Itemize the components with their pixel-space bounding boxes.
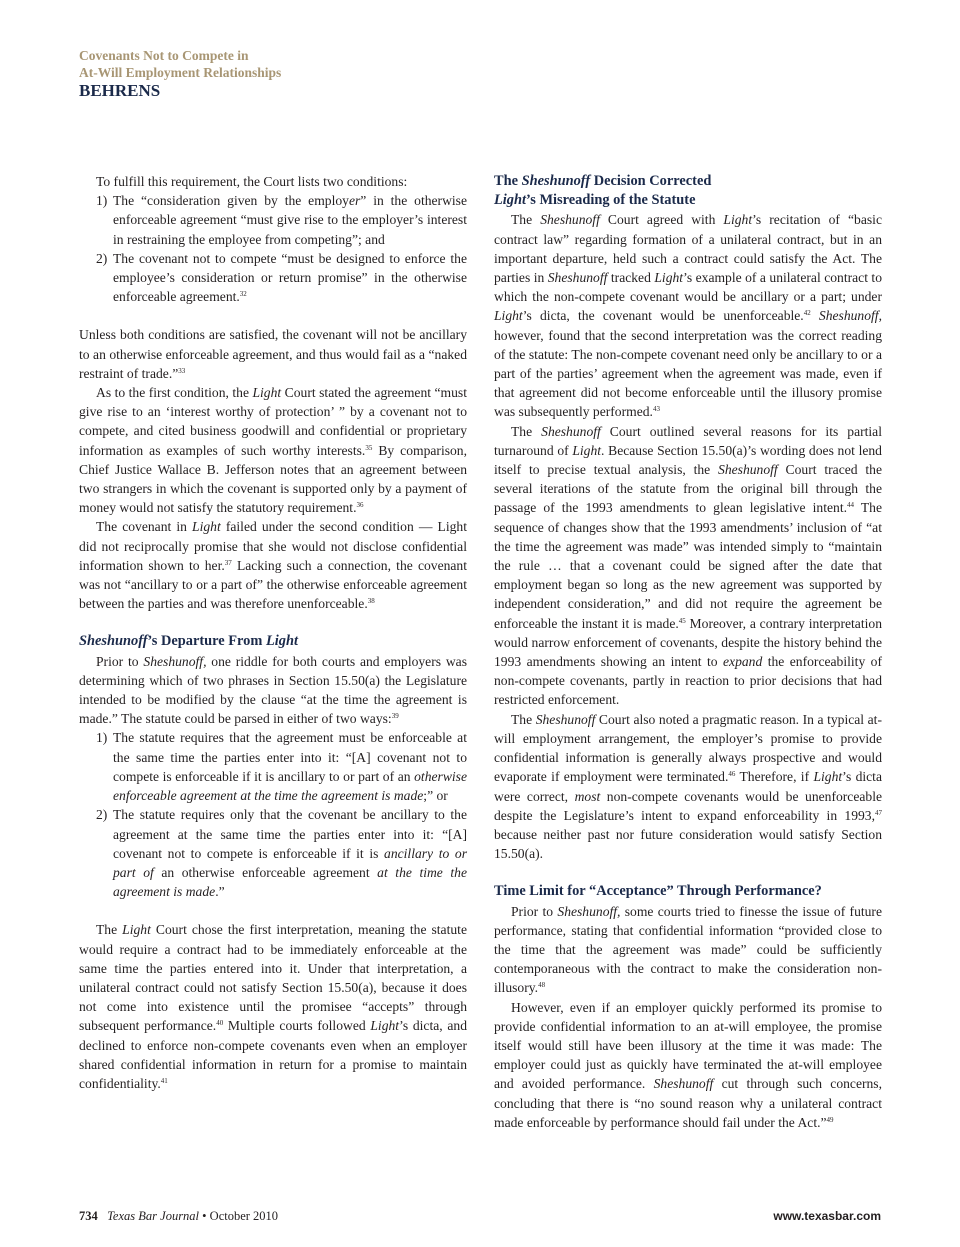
issue-date: October 2010 (209, 1209, 279, 1223)
list-text: The “consideration given by the employer” in the otherwise enforceable agreement “must give rise to the employer’s interest in restraining the employee from competing”; and (113, 193, 467, 247)
footnote-ref: 45 (678, 616, 686, 625)
condition-item-2 (96, 249, 467, 307)
page-footer (79, 1209, 881, 1224)
list-text: The statute requires only that the covenant be ancillary to the agreement at the same time the parties enter into it: “[A] covenant not to compete is enforceable if it is ancillary to or part of an otherwise enforceable agreement at the time the agreement is made.” (113, 807, 467, 900)
paragraph: Prior to Sheshunoff, some courts tried to finesse the issue of future performance, stating that confidential information “provided close to the time that the agreement was made” could be sufficiently contemporaneous with the contract to make the consideration non-illusory.$^{48}$ (494, 903, 882, 996)
paragraph: The covenant in Light failed under the second condition — Light did not reciprocally promise that she would not disclose confidential information shown to her.$^{37}$ Lacking such a connection, the covenant was not “ancillary to or a part of” the otherwise enforceable agreement between the parties and was therefore unenforceable.$^{38}$ (79, 519, 468, 612)
section-heading: The Sheshunoff Decision Corrected Light’s Misreading of the Statute (494, 173, 712, 209)
journal-name: Texas Bar Journal (107, 1209, 200, 1223)
left-column (79, 172, 467, 1093)
list-text: The covenant not to compete “must be designed to enforce the employee’s consideration or return promise” in the otherwise enforceable agreement.$^{32}$ (113, 250, 467, 305)
running-header (79, 47, 281, 99)
footnote-ref: 40 (216, 1019, 224, 1028)
list-number: 1) (96, 730, 108, 746)
section-heading: Time Limit for “Acceptance” Through Performance? (494, 883, 822, 900)
list-number: 2) (96, 807, 108, 823)
footnote-ref: 43 (652, 405, 660, 414)
list-number: 2) (96, 250, 108, 266)
footnote-ref: 33 (178, 366, 186, 375)
paragraph: Prior to Sheshunoff, one riddle for both courts and employers was determining which of two phrases in Section 15.50(a) the Legislature intended to be modified by the clause “at the time the agreement is made.” The statute could be parsed in either of two ways:$^{39}$ (79, 653, 467, 727)
list-text: The statute requires that the agreement must be enforceable at the same time the parties enter into it: “[A] covenant not to compete is enforceable if it is ancillary to or part of an otherwise enforceable agreement at the time the agreement is made;” or (113, 730, 467, 804)
footnote-ref: 46 (728, 770, 736, 779)
footnote-ref: 39 (391, 712, 399, 721)
page-number: 734 (79, 1209, 98, 1223)
header-author: BEHRENS (79, 81, 161, 100)
footnote-ref: 32 (239, 290, 247, 299)
right-column (494, 172, 882, 1132)
paragraph: However, even if an employer quickly performed its promise to provide confidential information to an at-will employee, the promise itself would still have been illusory at the time it was made: The employer could just as quickly have terminated the at-will employee and avoided performance. Sheshunoff cut through such concerns, concluding that there is “no sound reason why a unilateral contract made enforceable by performance should fail under the Act.”$^{49}$ (494, 999, 882, 1130)
list-number: 1) (96, 193, 108, 209)
header-title-line1: Covenants Not to Compete in (79, 48, 249, 63)
interpretation-item-1 (96, 728, 467, 805)
header-title-line2: At-Will Employment Relationships (79, 65, 282, 80)
footer-bullet: • (202, 1209, 207, 1223)
paragraph: The Sheshunoff Court also noted a pragmatic reason. In a typical at-will employment arrangement, the employer’s promise to provide confidential information is generally always prospective and would evaporate if employment were terminated.$^{46}$ Therefore, if Light’s dicta were correct, most non-compete covenants would be unenforceable despite the Legislature’s intent to expand enforceability in 1993,47 because neither past nor future consideration would satisfy Section 15.50(a). (494, 711, 883, 862)
footnote-ref: 38 (367, 597, 375, 606)
footnote-ref: 41 (160, 1076, 168, 1085)
condition-item-1 (96, 191, 467, 249)
footnote-ref: 42 (803, 309, 811, 318)
footnote-ref: 35 (365, 443, 373, 452)
paragraph: The Sheshunoff Court agreed with Light’s recitation of “basic contract law” regarding formation of a unilateral contract, but in an important departure, held such a contract could satisfy the Act. The parties in Sheshunoff tracked Light’s example of a unilateral contract to which the non-compete covenant would be ancillary or a part; under Light’s dicta, the covenant would be unenforceable.$^{42}$ Sheshunoff, however, found that the second interpretation was the correct reading of the statute: The non-compete covenant need only be ancillary to or a part of the parties’ agreement when the agreement was made, even if that agreement did not become enforceable until the illusory promise was subsequently performed.$^{43}$ (494, 212, 883, 420)
footnote-ref: 47 (875, 808, 882, 817)
footnote-ref: 37 (224, 558, 232, 567)
interpretation-item-2 (96, 805, 467, 901)
footnote-ref: 48 (538, 981, 546, 990)
footnote-ref: 44 (847, 501, 855, 510)
website-link[interactable]: www.texasbar.com (773, 1209, 881, 1223)
paragraph: Unless both conditions are satisfied, the covenant will not be ancillary to an otherwise enforceable agreement, and thus would fail as a “naked restraint of trade.”$^{33}$ (79, 327, 467, 381)
footnote-ref: 36 (356, 501, 364, 510)
paragraph: The Light Court chose the first interpretation, meaning the statute would require a contract had to be immediately enforceable at the same time the parties entered into it. Under that interpretation, a unilateral contract could not satisfy Section 15.50(a), because it does not come into existence until the promisee “accepts” through subsequent performance.$^{40}$ Multiple courts followed Light’s dicta, and declined to enforce non-compete covenants even when an employer shared confidential information in return for a promise to maintain confidentiality.$^{41}$ (79, 922, 467, 1091)
conditions-intro: To fulfill this requirement, the Court lists two conditions: (96, 174, 408, 189)
footnote-ref: 49 (826, 1115, 834, 1124)
paragraph: The Sheshunoff Court outlined several reasons for its partial turnaround of Light. Because Section 15.50(a)’s wording does not lend itself to precise textual analysis, the Sheshunoff Court traced the several iterations of the statute from the original bill through the passage of the 1993 amendments to glean legislative intent.$^{44}$ The sequence of changes show that the 1993 amendments’ inclusion of “at the time the agreement was made” was intended simply to “maintain the rule … that a covenant could be signed after the date that employment began so long as the new agreement was supported by independent consideration,” and did not require the agreement be enforceable the instant it is made.$^{45}$ Moreover, a contrary interpretation would narrow enforcement of covenants, despite the history behind the 1993 amendments showing an intent to expand the enforceability of non-compete covenants, partly in reaction to prior decisions that had restricted enforcement. (494, 423, 883, 708)
paragraph: As to the first condition, the Light Court stated the agreement “must give rise to an ‘interest worthy of protection’ ” by a covenant not to compete, and cited business goodwill and confidential or proprietary information as examples of such worthy interests.$^{35}$ By comparison, Chief Justice Wallace B. Jefferson notes that an agreement between two strangers in which the covenant is supported only by a payment of money would not satisfy the statutory requirement.$^{36}$ (79, 385, 468, 516)
section-heading: Sheshunoff’s Departure From Light (79, 633, 298, 650)
